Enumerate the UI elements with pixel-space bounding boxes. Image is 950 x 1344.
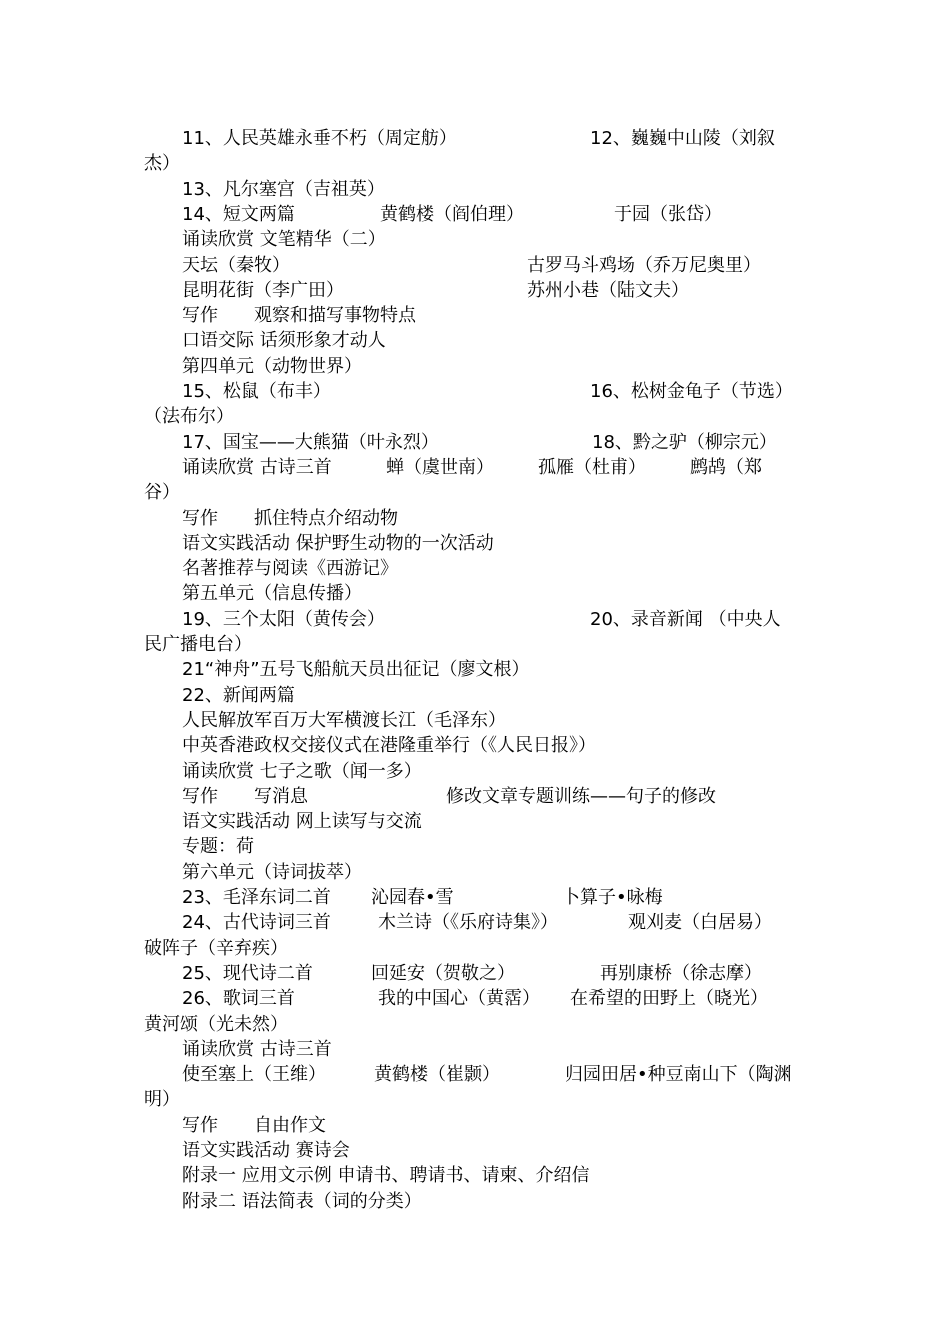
- text-line: [0, 202, 950, 228]
- text-line: [0, 1189, 950, 1215]
- line-segment: 我的中国心（黄霑）: [378, 988, 540, 1010]
- line-segment: 明）: [144, 1089, 180, 1111]
- text-line: [0, 1037, 950, 1063]
- line-segment: 回延安（贺敬之）: [371, 962, 515, 984]
- text-line: [0, 227, 950, 253]
- text-line: [0, 784, 950, 810]
- line-segment: 天坛（秦牧）: [182, 254, 290, 276]
- line-segment: 于园（张岱）: [614, 203, 722, 225]
- text-line: [0, 1163, 950, 1189]
- line-segment: 卜算子•咏梅: [562, 887, 663, 908]
- line-segment: 语文实践活动 赛诗会: [182, 1140, 350, 1161]
- line-segment: 再别康桥（徐志摩）: [600, 962, 762, 984]
- line-segment: 自由作文: [254, 1114, 326, 1136]
- line-segment: 26、歌词三首: [182, 988, 295, 1010]
- text-line: [0, 733, 950, 759]
- line-segment: 杰）: [144, 153, 180, 175]
- line-segment: 诵读欣赏 古诗三首: [182, 1038, 332, 1060]
- text-line: [0, 759, 950, 785]
- text-line: [0, 506, 950, 532]
- line-segment: 第六单元（诗词拔萃）: [182, 861, 362, 883]
- line-segment: 破阵子（辛弃疾）: [144, 937, 288, 959]
- line-segment: 写作: [182, 507, 218, 529]
- text-line: [0, 936, 950, 962]
- text-line: [0, 151, 950, 177]
- line-segment: 12、巍巍中山陵（刘叙: [590, 128, 775, 149]
- line-segment: 17、国宝——大熊猫（叶永烈）: [182, 431, 439, 453]
- line-segment: 黄鹤楼（阎伯理）: [380, 203, 524, 225]
- text-line: [0, 430, 950, 456]
- text-line: [0, 531, 950, 557]
- line-segment: 18、黔之驴（柳宗元）: [592, 431, 777, 453]
- text-line: [0, 1087, 950, 1113]
- text-line: [0, 1062, 950, 1088]
- line-segment: 写作: [182, 305, 218, 327]
- text-line: [0, 657, 950, 683]
- line-segment: 蝉（虞世南）: [386, 456, 494, 478]
- text-line: [0, 278, 950, 304]
- line-segment: 修改文章专题训练——句子的修改: [446, 785, 716, 807]
- line-segment: 中英香港政权交接仪式在港隆重举行（《人民日报》）: [182, 735, 596, 757]
- line-segment: 观刈麦（白居易）: [628, 912, 772, 934]
- line-segment: 古罗马斗鸡场（乔万尼奥里）: [527, 254, 761, 276]
- line-segment: 14、短文两篇: [182, 203, 295, 225]
- line-segment: 苏州小巷（陆文夫）: [527, 279, 689, 301]
- text-line: [0, 910, 950, 936]
- text-line: [0, 581, 950, 607]
- line-segment: 附录二 语法简表（词的分类）: [182, 1190, 422, 1212]
- text-line: [0, 404, 950, 430]
- text-line: [0, 455, 950, 481]
- line-segment: （法布尔）: [144, 406, 234, 428]
- line-segment: 在希望的田野上（晓光）: [570, 988, 768, 1010]
- line-segment: 写消息: [254, 785, 308, 807]
- line-segment: 民广播电台）: [144, 634, 252, 655]
- line-segment: 24、古代诗词三首: [182, 912, 331, 934]
- line-segment: 昆明花街（李广田）: [182, 279, 344, 301]
- line-segment: 专题：荷: [182, 836, 254, 858]
- text-line: [0, 860, 950, 886]
- text-line: [0, 354, 950, 380]
- line-segment: 语文实践活动 网上读写与交流: [182, 811, 422, 833]
- line-segment: 谷）: [144, 482, 180, 504]
- text-line: [0, 961, 950, 987]
- line-segment: 使至塞上（王维）: [182, 1064, 326, 1086]
- line-segment: 归园田居•种豆南山下（陶渊: [565, 1064, 792, 1086]
- line-segment: 16、松树金龟子（节选）: [590, 381, 793, 402]
- line-segment: 诵读欣赏 古诗三首: [182, 456, 332, 478]
- text-line: [0, 885, 950, 911]
- line-segment: 沁园春•雪: [371, 887, 454, 908]
- line-segment: 诵读欣赏 文笔精华（二）: [182, 229, 386, 251]
- line-segment: 11、人民英雄永垂不朽（周定舫）: [182, 128, 457, 149]
- line-segment: 22、新闻两篇: [182, 684, 295, 706]
- line-segment: 13、凡尔塞宫（吉祖英）: [182, 178, 385, 200]
- line-segment: 附录一 应用文示例 申请书、聘请书、请柬、介绍信: [182, 1165, 590, 1187]
- line-segment: 19、三个太阳（黄传会）: [182, 608, 385, 630]
- line-segment: 名著推荐与阅读《西游记》: [182, 558, 398, 580]
- text-line: [0, 1113, 950, 1139]
- text-line: [0, 303, 950, 329]
- text-line: [0, 1012, 950, 1038]
- text-line: [0, 1138, 950, 1164]
- text-line: [0, 177, 950, 203]
- text-line: [0, 834, 950, 860]
- line-segment: 写作: [182, 1114, 218, 1136]
- text-line: [0, 556, 950, 582]
- line-segment: 抓住特点介绍动物: [254, 507, 398, 529]
- line-segment: 20、录音新闻 （中央人: [590, 608, 781, 630]
- line-segment: 25、现代诗二首: [182, 962, 313, 984]
- line-segment: 人民解放军百万大军横渡长江（毛泽东）: [182, 709, 506, 731]
- line-segment: 木兰诗（《乐府诗集》）: [378, 912, 558, 934]
- text-line: [0, 480, 950, 506]
- line-segment: 第四单元（动物世界）: [182, 355, 362, 377]
- line-segment: 21“神舟”五号飞船航天员出征记（廖文根）: [182, 659, 530, 681]
- line-segment: 语文实践活动 保护野生动物的一次活动: [182, 532, 494, 554]
- text-line: [0, 986, 950, 1012]
- line-segment: 诵读欣赏 七子之歌（闻一多）: [182, 760, 422, 782]
- text-line: [0, 809, 950, 835]
- line-segment: 黄河颂（光未然）: [144, 1013, 288, 1035]
- line-segment: 15、松鼠（布丰）: [182, 381, 331, 402]
- line-segment: 鹧鸪（郑: [690, 456, 762, 478]
- text-line: [0, 126, 950, 152]
- text-line: [0, 379, 950, 405]
- line-segment: 孤雁（杜甫）: [538, 456, 646, 478]
- text-line: [0, 632, 950, 658]
- text-line: [0, 253, 950, 279]
- line-segment: 第五单元（信息传播）: [182, 583, 362, 605]
- line-segment: 口语交际 话须形象才动人: [182, 330, 386, 352]
- text-line: [0, 708, 950, 734]
- text-line: [0, 328, 950, 354]
- text-line: [0, 607, 950, 633]
- text-line: [0, 683, 950, 709]
- line-segment: 黄鹤楼（崔颢）: [374, 1064, 500, 1086]
- line-segment: 23、毛泽东词二首: [182, 887, 331, 908]
- line-segment: 写作: [182, 785, 218, 807]
- line-segment: 观察和描写事物特点: [254, 305, 416, 327]
